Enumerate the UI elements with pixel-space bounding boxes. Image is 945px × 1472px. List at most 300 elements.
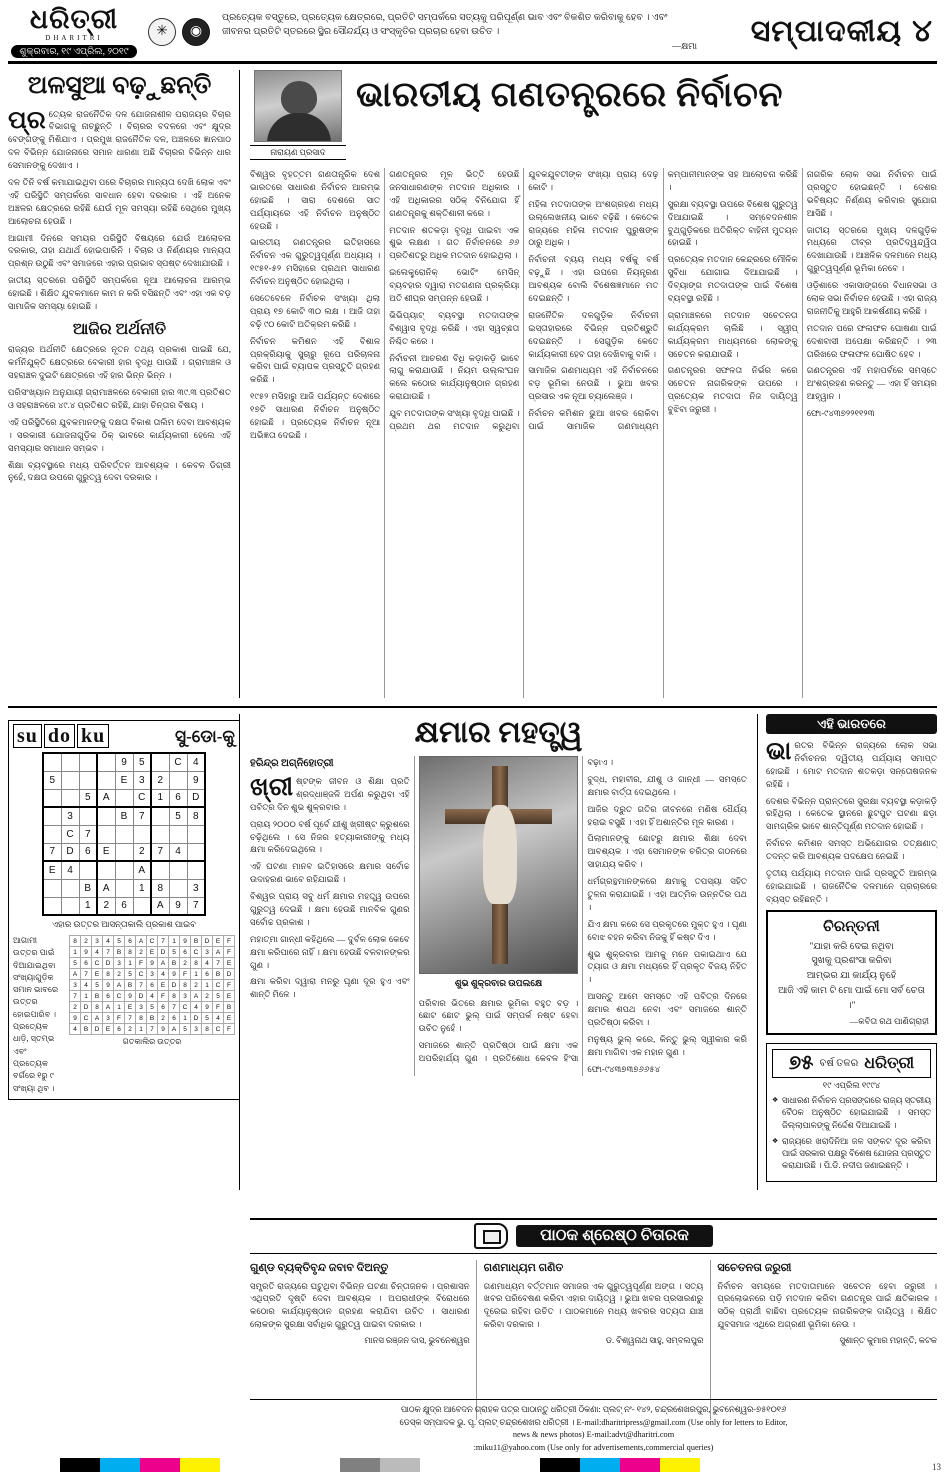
letters-section-title: ପାଠକ ଶ୍ରେଷ୍ଠ ଚିତାରକ [516,1225,713,1247]
sudoku-cell[interactable] [133,897,151,915]
sudoku-cell[interactable] [43,753,61,771]
solution-cell: 8 [169,991,180,1002]
sudoku-cell[interactable]: A [133,861,151,879]
sudoku-cell[interactable]: A [97,789,115,807]
solution-cell: 3 [202,947,213,958]
solution-cell: B [125,980,136,991]
solution-cell: 7 [136,980,147,991]
print-color-bar [0,1458,945,1472]
sudoku-cell[interactable]: 7 [187,897,205,915]
article-para: ନାଗରିକ ଲୋକ ସଭା ନିର୍ବାଚନ ପାଇଁ ପ୍ରସ୍ତୁତ ହୋଇଛନ୍ତି । ଦେଶର ଭବିଷ୍ୟତ ନିର୍ଣ୍ଣୟ କରିବାର ସୁଯୋଗ ଆସିଛି । [806,169,937,218]
today-india-para: ଦେଶର ବିଭିନ୍ନ ପ୍ରାନ୍ତରେ ସୁରକ୍ଷା ବ୍ୟବସ୍ଥା କଡ଼ାକଡ଼ି ରହିଥିଲା । କେତେକ ସ୍ଥାନରେ ଛୁଟପୁଟ ଘଟଣା ଛଡ଼ା ସାମଗ୍ରିକ ଭାବେ ଶାନ୍ତିପୂର୍ଣ୍ଣ ମତଦାନ ହୋଇଛି । [766,795,937,832]
letters-body [250,1260,937,1420]
solution-cell: 4 [147,991,158,1002]
sudoku-cell[interactable] [61,753,79,771]
sudoku-cell[interactable]: 8 [187,807,205,825]
sudoku-cell[interactable]: 8 [151,879,169,897]
sudoku-cell[interactable] [97,807,115,825]
solution-cell: 6 [158,1002,169,1013]
sudoku-cell[interactable] [43,897,61,915]
anniversary-years: ୭୫ [788,1052,814,1075]
solution-cell: D [158,947,169,958]
solution-cell: 7 [213,958,224,969]
solution-cell: 9 [147,958,158,969]
sudoku-cell[interactable] [61,771,79,789]
solution-cell: 9 [202,1002,213,1013]
sudoku-cell[interactable]: 9 [169,897,187,915]
sudoku-cell[interactable]: C [133,789,151,807]
solution-cell: D [136,991,147,1002]
solution-cell: A [136,936,147,947]
article-para: ମତଦାନ ପରେ ଫଳାଫଳ ଘୋଷଣା ପାଇଁ ଦେଶବାସୀ ଅପେକ୍ଷା କରିଛନ୍ତି । ୨୩ ତାରିଖରେ ଫଳାଫଳ ଘୋଷିତ ହେବ । [806,322,937,359]
sudoku-cell[interactable] [43,879,61,897]
article-para: ୧୯୫୨ ମସିହାରୁ ଆଜି ପର୍ଯ୍ୟନ୍ତ ଦେଶରେ ୧୭ଟି ସାଧାରଣ ନିର୍ବାଚନ ଅନୁଷ୍ଠିତ ହୋଇଛି । ପ୍ରତ୍ୟେକ ନିର୍ବାଚନ ନୂଆ ଅଭିଜ୍ଞତା ଦେଇଛି । [250,391,381,440]
solution-cell: 8 [180,980,191,991]
sudoku-cell[interactable]: E [115,771,133,789]
solution-cell: 8 [70,936,81,947]
sudoku-cell[interactable]: B [79,879,97,897]
solution-cell: 8 [103,969,114,980]
solution-cell: D [103,958,114,969]
sudoku-cell[interactable] [43,807,61,825]
sudoku-cell[interactable]: 5 [79,789,97,807]
solution-cell: 9 [81,947,92,958]
sudoku-cell[interactable]: A [97,879,115,897]
solution-cell: A [158,958,169,969]
solution-cell: 1 [125,958,136,969]
sudoku-cell[interactable] [115,843,133,861]
solution-cell: 5 [169,947,180,958]
solution-cell: E [213,936,224,947]
sudoku-cell[interactable]: C [61,825,79,843]
sudoku-panel [8,720,240,1100]
solution-cell: D [191,1013,202,1024]
wheel-icon: ✳ [148,18,176,46]
sudoku-cell[interactable] [79,771,97,789]
masthead-logo-subtext: DHARITRI [45,33,103,42]
solution-cell: B [147,1013,158,1024]
sudoku-cell[interactable]: E [97,843,115,861]
solution-cell: 4 [70,1024,81,1035]
article-para: ବିଶ୍ୱର ବୃହତ୍ତମ ଗଣତାନ୍ତ୍ରିକ ଦେଶ ଭାରତରେ ସାଧାରଣ ନିର୍ବାଚନ ଆରମ୍ଭ ହୋଇଛି । ସାରା ଦେଶରେ ସାତ ପର୍ଯ୍ୟାୟରେ ଏହି ନିର୍ବାଚନ ଅନୁଷ୍ଠିତ ହେଉଛି । [250,169,381,231]
solution-cell: E [224,958,235,969]
feature-para: ଧର୍ମଗ୍ରନ୍ଥମାନଙ୍କରେ କ୍ଷମାକୁ ତପସ୍ୟା ସହିତ ତୁଳନା କରାଯାଇଛି । ଏହା ଆତ୍ମିକ ଉନ୍ନତିର ପଥ । [587,876,747,912]
solution-cell: 6 [114,1024,125,1035]
solution-cell: A [103,1002,114,1013]
solution-cell: B [92,991,103,1002]
masthead-icons [140,6,218,57]
feature-para: ବୁଦ୍ଧ, ମହାବୀର, ଯୀଶୁ ଓ ଗାନ୍ଧୀ — ସମସ୍ତେ କ୍ଷମାର ବାର୍ତ୍ତା ଦେଇଥିଲେ । [587,773,747,797]
sudoku-cell[interactable] [61,879,79,897]
article-contact: ଫୋ-୯୪୩୭୨୨୧୧୨୩ [806,408,875,419]
solution-cell: 4 [103,936,114,947]
today-india-para: ଭାରତର ବିଭିନ୍ନ ରାଜ୍ୟରେ ଲୋକ ସଭା ନିର୍ବାଚନର ଦ୍ୱିତୀୟ ପର୍ଯ୍ୟାୟ ସମାପ୍ତ ହୋଇଛି । ମୋଟ ମତଦାନ ଶତକଡ଼ା ସନ୍ତୋଷଜନକ ରହିଛି । [766,738,937,789]
solution-cell: E [92,969,103,980]
solution-cell: 4 [191,1002,202,1013]
masthead-logo [8,3,140,57]
sudoku-cell[interactable]: 7 [151,843,169,861]
article-para: ଜାତୀୟ ସ୍ତରରେ ମୁଖ୍ୟ ଦଳଗୁଡ଼ିକ ମଧ୍ୟରେ ତୀବ୍ର ପ୍ରତିଦ୍ୱନ୍ଦ୍ୱିତା ଦେଖାଯାଉଛି । ଆଞ୍ଚଳିକ ଦଳମାନେ ମଧ୍ୟ ଗୁରୁତ୍ୱପୂର୍ଣ୍ଣ ଭୂମିକା ନେବେ । [806,224,937,274]
feature-para: ପିଲାମାନଙ୍କୁ ଛୋଟରୁ କ୍ଷମାର ଶିକ୍ଷା ଦେବା ଆବଶ୍ୟକ । ଏହା ସେମାନଙ୍କ ଚରିତ୍ର ଗଠନରେ ସାହାଯ୍ୟ କରିବ । [587,833,747,870]
sudoku-cell[interactable]: 7 [43,843,61,861]
feature-para: ଆଜିର ଦ୍ରୁତ ଗତିର ଜୀବନରେ ମଣିଷ ଧୈର୍ଯ୍ୟ ହରାଇ ବସୁଛି । ଏହା ହିଁ ଅଶାନ୍ତିର ମୂଳ କାରଣ । [587,803,747,827]
sudoku-cell[interactable]: D [187,789,205,807]
editorial-body [8,108,231,313]
solution-cell: 7 [103,947,114,958]
editorial-sub-para: ଶିକ୍ଷା ବ୍ୟବସ୍ଥାରେ ମଧ୍ୟ ପରିବର୍ତ୍ତନ ଆବଶ୍ୟକ । କେବଳ ଡିଗ୍ରୀ ନୁହେଁ, ଦକ୍ଷତା ଉପରେ ଗୁରୁତ୍ୱ ଦେବା ଦରକାର । [8,459,231,483]
sudoku-cell[interactable] [151,807,169,825]
article-para: ସୁରକ୍ଷା ବ୍ୟବସ୍ଥା ଉପରେ ବିଶେଷ ଗୁରୁତ୍ୱ ଦିଆଯାଇଛି । ସମ୍ବେଦନଶୀଳ ବୁଥ୍‌ଗୁଡ଼ିକରେ ଅତିରିକ୍ତ ବାହିନୀ ମୁତୟନ ହୋଇଛି । [667,198,798,248]
solution-cell: D [169,980,180,991]
feature-image-caption: ଶୁଭ ଶୁକ୍ରବାର ଉପଲକ୍ଷେ [454,978,543,988]
sudoku-cell[interactable]: 6 [79,843,97,861]
solution-cell: B [224,1002,235,1013]
quote-line: "ଯାହା କରି ଦେଇ ନଥିବା [809,941,894,952]
solution-cell: 1 [202,980,213,991]
letter-body: ନିର୍ବାଚନ ସମୟରେ ମତଦାତାମାନେ ସଚେତନ ହେବା ଜରୁରୀ । ପ୍ରଲୋଭନରେ ପଡ଼ି ମତଦାନ କରିବା ଗଣତନ୍ତ୍ର ପାଇଁ କ୍ଷତିକାରକ । ସଠିକ୍ ପ୍ରାର୍ଥୀ ବାଛିବା ପ୍ରତ୍ୟେକ ନାଗରିକଙ୍କ ଦାୟିତ୍ୱ । ଶିକ୍ଷିତ ଯୁବସମାଜ ଏଥିରେ ଅଗ୍ରଣୀ ଭୂମିକା ନେଉ । [717,1280,937,1330]
sudoku-cell[interactable]: A [151,897,169,915]
editorial-sub-para: ପରିସଂଖ୍ୟାନ ଅନୁଯାୟୀ ଗ୍ରାମାଞ୍ଚଳରେ ବେକାରୀ ହାର ୩୯.୩ ପ୍ରତିଶତ ଓ ସହରାଞ୍ଚଳରେ ୪୯.୪ ପ୍ରତିଶତ ରହିଛି, ଯାହା ଚିନ୍ତାର ବିଷୟ । [8,387,231,411]
solution-cell: C [180,1002,191,1013]
sudoku-cell[interactable] [187,825,205,843]
letter-signature: ସୁଶାନ୍ତ କୁମାର ମହାନ୍ତି, କଟକ [839,1336,937,1346]
sudoku-cell[interactable] [79,753,97,771]
editorial-column [8,70,240,698]
sudoku-logo [13,725,111,748]
sudoku-cell[interactable] [43,789,61,807]
solution-cell: C [213,1024,224,1035]
sudoku-cell[interactable] [61,897,79,915]
solution-cell: 9 [158,1024,169,1035]
letter-title: ଗଣମାଧ୍ୟମ ଗଣିତ [483,1262,564,1274]
solution-cell: 2 [114,969,125,980]
main-article-body [250,168,937,698]
solution-cell: B [81,1024,92,1035]
solution-cell: C [147,936,158,947]
solution-cell: 6 [125,936,136,947]
article-para: ନିର୍ବାଚନ କମିଶନ ଭୁଆ ଖବର ରୋକିବା ପାଇଁ ସାମାଜିକ ଗଣମାଧ୍ୟମ କମ୍ପାନୀମାନଙ୍କ ସହ ଆଲୋଚନା କରିଛି । [528,169,798,432]
feature-para: ମନୁଷ୍ୟ ଭୁଲ୍ କରେ, କିନ୍ତୁ ଭୁଲ୍ ସ୍ୱୀକାର କରି କ୍ଷମା ମାଗିବା ଏକ ମହାନ ଗୁଣ । [587,1033,747,1057]
sudoku-cell[interactable]: 6 [169,789,187,807]
main-article-title: ଭାରତୀୟ ଗଣତନ୍ତ୍ରରେ ନିର୍ବାଚନ [356,75,783,114]
article-para: ଗଣତନ୍ତ୍ରର ମୂଳ ଭିତ୍ତି ହେଉଛି ଜନସାଧାରଣଙ୍କ ମତଦାନ ଅଧିକାର । ଏହି ଅଧିକାରର ସଠିକ୍ ବିନିଯୋଗ ହିଁ ଗଣତନ୍ତ୍ରକୁ ଶକ୍ତିଶାଳୀ କରେ । [389,169,520,218]
sudoku-grid[interactable] [42,752,206,916]
mailbox-icon [474,1223,508,1249]
letter-body: ଗଣମାଧ୍ୟମ ବର୍ତ୍ତମାନ ସମାଜର ଏକ ଗୁରୁତ୍ୱପୂର୍ଣ୍ଣ ଅଙ୍ଗ । ସତ୍ୟ ଖବର ପରିବେଷଣ କରିବା ଏହାର ଦାୟିତ୍ୱ । ଭୁଆ ଖବର ପ୍ରସାରଣରୁ ଦୂରେଇ ରହିବା ଉଚିତ । ପାଠକମାନେ ମଧ୍ୟ ଖବରର ସତ୍ୟତା ଯାଞ୍ଚ କରିବା ଦରକାର । [483,1280,704,1330]
solution-cell: 7 [125,1013,136,1024]
solution-cell: 6 [103,991,114,1002]
letter-signature: ଡ. ବିଶ୍ୱନାଥ ସାହୁ, ସମ୍ବଲପୁର [605,1336,704,1346]
solution-cell: 1 [114,1002,125,1013]
sudoku-header [13,725,235,748]
solution-cell: 7 [81,969,92,980]
solution-cell: 8 [125,947,136,958]
sudoku-cell[interactable] [169,771,187,789]
article-para: ପ୍ରତ୍ୟେକ ମତଦାନ କେନ୍ଦ୍ରରେ ମୌଳିକ ସୁବିଧା ଯୋଗାଇ ଦିଆଯାଇଛି । ଦିବ୍ୟାଙ୍ଗ ମତଦାତାଙ୍କ ପାଇଁ ବିଶେଷ ବ୍ୟବସ୍ଥା ରହିଛି । [667,254,798,304]
sudoku-solution-caption: ଗତକାଲିର ଉତ୍ତର [122,1037,182,1046]
today-india-para: ନିର୍ବାଚନ କମିଶନ ସମସ୍ତ ଅଭିଯୋଗର ତତ୍‌କ୍ଷଣାତ୍ ତଦନ୍ତ କରି ଆବଶ୍ୟକ ପଦକ୍ଷେପ ନେଇଛି । [766,838,937,862]
anniversary-item: ❖ ସାଧାରଣ ନିର୍ବାଚନ ପ୍ରସଙ୍ଗରେ ରାଜ୍ୟ ସ୍ତରୀୟ ବୈଠକ ଅନୁଷ୍ଠିତ ହୋଇଯାଇଛି । ସମସ୍ତ ଜିଲ୍ଲାପାଳଙ୍କୁ ନିର୍ଦ୍ଦେଶ ଦିଆଯାଇଛି । [772,1095,931,1132]
sudoku-cell[interactable]: 4 [169,843,187,861]
sudoku-logo-su: su [13,724,42,748]
solution-cell: 7 [169,1002,180,1013]
solution-cell: E [158,980,169,991]
sudoku-cell[interactable]: 5 [133,753,151,771]
solution-cell: 3 [70,980,81,991]
solution-cell: A [191,991,202,1002]
solution-cell: 3 [92,936,103,947]
sudoku-solution-area [13,935,235,1095]
article-para: ଇଲେକ୍ଟ୍ରୋନିକ୍ ଭୋଟିଂ ମେସିନ୍ ବ୍ୟବହାର ଦ୍ୱାରା ମତଗଣନା ପ୍ରକ୍ରିୟା ଅତି ଶୀଘ୍ର ସମ୍ପନ୍ନ ହେଉଛି । [389,267,520,304]
solution-cell: F [224,936,235,947]
sudoku-cell[interactable]: 3 [187,879,205,897]
editorial-sub-para: ରାଜ୍ୟର ଅର୍ଥନୀତି କ୍ଷେତ୍ରରେ ନୂତନ ତଥ୍ୟ ପ୍ରକାଶ ପାଇଛି ଯେ, କର୍ମନିଯୁକ୍ତି କ୍ଷେତ୍ରରେ ବେକାରୀ ହାର ବୃଦ୍ଧି ପାଉଛି । ଗ୍ରାମାଞ୍ଚଳ ଓ ସହରାଞ୍ଚଳ ଦୁଇଟି କ୍ଷେତ୍ରରେ ଏହି ହାର ଭିନ୍ନ ଭିନ୍ନ । [8,344,231,381]
solution-cell: 5 [147,1002,158,1013]
solution-cell: F [213,1002,224,1013]
feature-para: ଶୁଭ ଶୁକ୍ରବାର ଆମକୁ ମନେ ପକାଇଥାଏ ଯେ ତ୍ୟାଗ ଓ କ୍ଷମା ମଧ୍ୟରେ ହିଁ ପ୍ରକୃତ ବିଜୟ ନିହିତ । [587,948,747,985]
solution-cell: D [224,969,235,980]
author-portrait-photo [254,70,342,142]
letter-signature: ମାନସ ରଞ୍ଜନ ଦାସ, ଭୁବନେଶ୍ୱର [364,1336,470,1346]
sudoku-cell[interactable] [169,879,187,897]
right-rail [757,714,937,1190]
anniversary-box [766,1043,937,1182]
sudoku-cell[interactable]: 4 [61,861,79,879]
editorial-para: ଆଗାମୀ ଦିନରେ ସମୟର ପରିସ୍ଥିତି ବିଷୟରେ ଯେଉଁ ଆଲୋଚନା ଦରକାର, ତାହା ଯଥାର୍ଥ ହୋଇପାରିନି । ବିଚାର ଓ ନିର୍ଣ୍ଣୟର ମାନ୍ୟତା ପ୍ରଶ୍ନ ଉଠୁଛି ଏବଂ ସମାଜରେ ଏହାର ପ୍ରଭାବ ସ୍ପଷ୍ଟ ଦେଖାଯାଉଛି । [8,232,231,269]
solution-cell: F [114,1013,125,1024]
anniversary-date: ୧୯ ଏପ୍ରିଲ ୧୯୯୪ [822,1080,881,1091]
sudoku-cell[interactable] [115,861,133,879]
article-para: ନିର୍ବାଚନୀ ବ୍ୟୟ ମଧ୍ୟ ବର୍ଷକୁ ବର୍ଷ ବଢ଼ୁଛି । ଏହା ଉପରେ ନିୟନ୍ତ୍ରଣ ଆବଶ୍ୟକ ବୋଲି ବିଶେଷଜ୍ଞମାନେ ମତ ଦେଇଛନ୍ତି । [528,254,659,304]
solution-cell: 8 [92,1002,103,1013]
sudoku-cell[interactable]: 1 [79,897,97,915]
solution-cell: A [114,980,125,991]
solution-cell: 5 [213,991,224,1002]
sudoku-cell[interactable] [169,825,187,843]
editorial-sub-para: ଏହି ପରିସ୍ଥିତିରେ ଯୁବକମାନଙ୍କୁ ଦକ୍ଷତା ବିକାଶ ତାଲିମ ଦେବା ଆବଶ୍ୟକ । ସରକାରୀ ଯୋଜନାଗୁଡ଼ିକ ଠିକ୍ ଭାବରେ କାର୍ଯ୍ୟକାରୀ ହେଲେ ଏହି ସମସ୍ୟାର ସମାଧାନ ସମ୍ଭବ । [8,416,231,453]
footer-line: ପାଠକ କ୍ଷୁଦ୍ର ଆବେଦନ ଗ୍ରାହକ ପତ୍ର ପାଠାନ୍ତୁ ଧରିତ୍ରୀ ଠିକଣା: ପ୍ଲଟ୍ ନଂ- ୧୪୨, ଚନ୍ଦ୍ରଶେଖରପୁର, ଭୁବନେଶ୍ୱର-୭୫୧୦୧୬ [400,1405,787,1415]
footer-line: ଡେସ୍କ ସମ୍ପାଦକ ଭୁ. ପୃ. ପ୍ଲଟ୍ ଚନ୍ଦ୍ରଶେଖର ଧରିତ୍ରୀ । E-mail:dharitripress@gmail.com (Use only for letters to Editor, [399,1417,788,1427]
solution-cell: 2 [180,958,191,969]
sudoku-cell[interactable]: D [61,843,79,861]
article-para: ସେତେବେଳେ ନିର୍ବାଚକ ସଂଖ୍ୟା ଥିଲା ପ୍ରାୟ ୧୭ କୋଟି ୩୦ ଲକ୍ଷ । ଆଜି ତାହା ବଢ଼ି ୯୦ କୋଟି ଅତିକ୍ରମ କରିଛି । [250,293,381,329]
sudoku-cell[interactable]: 1 [133,879,151,897]
sudoku-cell[interactable] [97,753,115,771]
quote-line: ସୁଖକୁ ପ୍ରଶଂସା କରିବା [811,956,892,967]
solution-cell: C [92,958,103,969]
christ-figure [483,805,518,904]
solution-cell: 9 [70,1013,81,1024]
editorial-subheading: ଆଜିର ଅର୍ଥନୀତି [72,320,167,338]
solution-cell: 1 [136,1024,147,1035]
solution-cell: 3 [114,958,125,969]
sudoku-column [8,714,240,1190]
masthead [8,3,937,64]
article-para: ନିର୍ବାଚନ କମିଶନ ଏହି ବିଶାଳ ପ୍ରକ୍ରିୟାକୁ ସୁଚାରୁ ରୂପେ ପରିଚାଳନା କରିବା ପାଇଁ ବ୍ୟାପକ ପ୍ରସ୍ତୁତି ଗ୍ରହଣ କରିଛି । [250,335,381,385]
article-para: ଗ୍ରାମାଞ୍ଚଳରେ ମତଦାନ ସଚେତନତା କାର୍ଯ୍ୟକ୍ରମ ଚାଲିଛି । ସ୍ୱୀପ୍ କାର୍ଯ୍ୟକ୍ରମ ମାଧ୍ୟମରେ ଲୋକଙ୍କୁ ସଚେତନ କରାଯାଉଛି । [667,309,798,359]
editorial-title: ଅଳସୁଆ ବଢ଼ୁଛନ୍ତି [27,72,212,99]
sudoku-cell[interactable] [79,861,97,879]
solution-cell: B [169,958,180,969]
solution-cell: 2 [191,980,202,991]
sudoku-cell[interactable] [169,861,187,879]
sudoku-cell[interactable]: C [169,753,187,771]
solution-cell: A [213,947,224,958]
solution-cell: 5 [180,1024,191,1035]
sudoku-cell[interactable]: 6 [115,897,133,915]
article-para: ଗଣତନ୍ତ୍ରର ଏହି ମହାପର୍ବରେ ସମସ୍ତେ ଅଂଶଗ୍ରହଣ କରନ୍ତୁ — ଏହା ହିଁ ସମୟର ଆହ୍ୱାନ । [806,365,937,402]
article-para: ମତଦାନ ଶତକଡ଼ା ବୃଦ୍ଧି ପାଇବା ଏକ ଶୁଭ ଲକ୍ଷଣ । ଗତ ନିର୍ବାଚନରେ ୬୬ ପ୍ରତିଶତରୁ ଅଧିକ ମତଦାନ ହୋଇଥିଲା । [389,224,520,261]
section-title-text: ସମ୍ପାଦକୀୟ [750,14,903,48]
sudoku-logo-ku: ku [77,724,109,748]
solution-cell: 9 [103,980,114,991]
sudoku-cell[interactable] [187,843,205,861]
feature-para: ପ୍ରାୟ ୨୦୦୦ ବର୍ଷ ପୂର୍ବେ ଯୀଶୁ ଖ୍ରୀଷ୍ଟ କ୍ରୁଶରେ ଚଢ଼ିଥିଲେ । ସେ ନିଜର ହତ୍ୟାକାରୀଙ୍କୁ ମଧ୍ୟ କ୍ଷମା କରିଦେଇଥିଲେ । [250,818,410,855]
solution-cell: F [158,991,169,1002]
sudoku-cell[interactable] [43,825,61,843]
sudoku-cell[interactable]: 3 [133,771,151,789]
sudoku-cell[interactable]: 2 [97,897,115,915]
solution-cell: 7 [147,1024,158,1035]
article-para: ରାଜନୈତିକ ଦଳଗୁଡ଼ିକ ନିର୍ବାଚନୀ ଇସ୍ତାହାରରେ ବିଭିନ୍ନ ପ୍ରତିଶ୍ରୁତି ଦେଇଛନ୍ତି । ସେଗୁଡ଼ିକ କେତେ କାର୍ଯ୍ୟକାରୀ ହେବ ତାହା ଦେଖିବାକୁ ବାକି । [528,309,659,359]
sudoku-cell[interactable]: 9 [115,753,133,771]
solution-cell: 3 [180,991,191,1002]
sudoku-cell[interactable] [151,825,169,843]
masthead-blurb [218,6,707,57]
solution-cell: 3 [191,1024,202,1035]
solution-cell: 4 [213,1013,224,1024]
solution-cell: C [191,947,202,958]
sudoku-cell[interactable]: 7 [79,825,97,843]
sudoku-cell[interactable]: 4 [187,753,205,771]
anniversary-item: ❖ ରାଜ୍ୟରେ ଖରାଦିନିଆ ଜଳ ସଙ୍କଟ ଦୂର କରିବା ପାଇଁ ସରକାର ପକ୍ଷରୁ ବିଶେଷ ଯୋଜନା ପ୍ରସ୍ତୁତ କରାଯାଉଛି । ପି.ଡି. ନଦୀପ ଜଣାଇଛନ୍ତି । [772,1136,931,1173]
sudoku-caption: ଏହାର ଉତ୍ତର ଆସନ୍ତାକାଲି ପ୍ରକାଶ ପାଇବ [52,919,196,929]
sudoku-cell[interactable]: 3 [61,807,79,825]
sudoku-cell[interactable] [97,861,115,879]
sudoku-cell[interactable]: 7 [133,807,151,825]
letter-body: ସମ୍ପ୍ରତି ରାଜ୍ୟରେ ଘଟୁଥିବା ବିଭିନ୍ନ ଘଟଣା ଚିନ୍ତାଜନକ । ପ୍ରଶାସନ ଏଥିପ୍ରତି ଦୃଷ୍ଟି ଦେବା ଆବଶ୍ୟକ । ଅପରାଧୀଙ୍କ ବିରୋଧରେ କଠୋର କାର୍ଯ୍ୟାନୁଷ୍ଠାନ ଗ୍ରହଣ କରାଯିବା ଉଚିତ । ସାଧାରଣ ଲୋକଙ୍କ ସୁରକ୍ଷା ସର୍ବାଧିକ ଗୁରୁତ୍ୱ ପାଇବା ଦରକାର । [250,1280,470,1330]
masthead-logo-text: ଧରିତ୍ରୀ [29,3,119,34]
feature-byline: ହରିନ୍ଦ୍ର ଅଗ୍ନିହୋତ୍ରୀ [250,758,334,769]
feature-para: ଖ୍ରୀଷ୍ଟଙ୍କ ଜୀବନ ଓ ଶିକ୍ଷା ପ୍ରତି ଶ୍ରଦ୍ଧାଞ୍ଜଳି ଅର୍ପଣ କରୁଥିବା ଏହି ପବିତ୍ର ଦିନ ଶୁଭ ଶୁକ୍ରବାର । [250,774,410,812]
feature-article [240,714,757,1190]
feature-para: ମହାତ୍ମା ଗାନ୍ଧୀ କହିଥିଲେ — ଦୁର୍ବଳ ଲୋକ କେବେ କ୍ଷମା କରିପାରେ ନାହିଁ । କ୍ଷମା ହେଉଛି ବଳବାନଙ୍କର ଗୁଣ । [250,933,410,970]
sudoku-logo-odia: ସୁ-ଡୋ-କୁ [175,726,235,746]
solution-cell: 1 [70,947,81,958]
solution-cell: 9 [125,991,136,1002]
masthead-blurb-text: ପ୍ରତ୍ୟେକ ବସ୍ତୁରେ, ପ୍ରତ୍ୟେକ କ୍ଷେତ୍ରରେ, ପ୍ରତିଟି ସମ୍ପର୍କରେ ସତ୍ୟକୁ ପରିପୂର୍ଣ୍ଣ ଭାବ ଏବଂ ବିକଶିତ କରିବାକୁ ହେବ । ଏବଂ ଜୀବନର ପ୍ରତିଟି ସ୍ତରରେ ସ୍ଥିର ସୌନ୍ଦର୍ଯ୍ୟ ଓ ସଂସ୍କୃତିର ପ୍ରଚାର ହେବା ଉଚିତ । [222,13,668,37]
feature-para: କ୍ଷମା କରିବା ଦ୍ୱାରା ମନରୁ ଘୃଣା ଦୂର ହୁଏ ଏବଂ ଶାନ୍ତି ମିଳେ । [250,976,410,1000]
masthead-date: ଶୁକ୍ରବାର, ୧୯ ଏପ୍ରିଲ, ୨୦୧୯ [11,45,136,58]
sudoku-cell[interactable]: 2 [151,771,169,789]
letter-title: ଗୁଣ୍ଡ ବ୍ୟକ୍ତିବୃନ୍ଦ ଜବାବ ଦିଅନ୍ତୁ [250,1262,389,1274]
article-para: ଓଡ଼ିଶାରେ ଏକାସାଙ୍ଗରେ ବିଧାନସଭା ଓ ଲୋକ ସଭା ନିର୍ବାଚନ ହେଉଛି । ଏହା ରାଜ୍ୟ ରାଜନୀତିକୁ ଆହୁରି ଆକର୍ଷଣୀୟ କରିଛି । [806,280,937,316]
sudoku-cell[interactable] [115,879,133,897]
article-para: ମହିଳା ମତଦାତାଙ୍କ ଅଂଶଗ୍ରହଣ ମଧ୍ୟ ଉଲ୍ଲେଖନୀୟ ଭାବେ ବଢ଼ିଛି । କେତେକ ରାଜ୍ୟରେ ମହିଳା ମତଦାନ ପୁରୁଷଙ୍କ ଠାରୁ ଅଧିକ । [528,198,659,248]
solution-cell: 2 [202,991,213,1002]
solution-cell: 6 [169,1013,180,1024]
letters-header [250,1218,937,1254]
sudoku-cell[interactable] [133,825,151,843]
solution-cell: 2 [70,1002,81,1013]
quote-line: ଆମ୍ଭର ଯା କାର୍ଯ୍ୟ ନୁହେଁ [806,971,897,982]
solution-cell: A [70,969,81,980]
solution-cell: 5 [125,969,136,980]
sudoku-cell[interactable] [115,825,133,843]
author-name: ନାରାୟଣ ପ୍ରସାଦ [250,145,346,160]
article-para: ଭିଭିପ୍ୟାଟ୍ ବ୍ୟବସ୍ଥା ମତଦାତାଙ୍କ ବିଶ୍ୱାସ ବୃଦ୍ଧି କରିଛି । ଏହା ସ୍ୱଚ୍ଛତା ନିଶ୍ଚିତ କରେ । [389,309,520,346]
sudoku-cell[interactable] [187,861,205,879]
sudoku-cell[interactable] [151,861,169,879]
sudoku-cell[interactable]: 1 [151,789,169,807]
solution-cell: C [114,991,125,1002]
solution-cell: 4 [81,980,92,991]
sudoku-cell[interactable]: B [115,807,133,825]
solution-cell: D [92,1024,103,1035]
article-para: ଭାରତୀୟ ଗଣତନ୍ତ୍ରର ଇତିହାସରେ ନିର୍ବାଚନ ଏକ ଗୁରୁତ୍ୱପୂର୍ଣ୍ଣ ଅଧ୍ୟାୟ । ୧୯୫୧-୫୨ ମସିହାରେ ପ୍ରଥମ ସାଧାରଣ ନିର୍ବାଚନ ଅନୁଷ୍ଠିତ ହୋଇଥିଲା । [250,237,381,287]
top-section [8,70,937,698]
feature-title: କ୍ଷମାର ମହତ୍ତ୍ୱ [414,716,583,749]
author-box [250,70,346,160]
sudoku-cell[interactable] [61,789,79,807]
solution-cell: 3 [136,1002,147,1013]
sudoku-cell[interactable]: 5 [169,807,187,825]
page-footer [250,1399,937,1454]
feature-body [250,756,747,1076]
solution-cell: F [136,958,147,969]
sudoku-cell[interactable] [115,789,133,807]
sudoku-cell[interactable] [79,807,97,825]
feature-para: ସମାଜରେ ଶାନ୍ତି ପ୍ରତିଷ୍ଠା ପାଇଁ କ୍ଷମା ଏକ ଅପରିହାର୍ଯ୍ୟ ଗୁଣ । ପ୍ରତିଶୋଧ କେବଳ ହିଂସା ବଢ଼ାଏ । [418,757,614,1064]
sudoku-solution-grid [69,935,235,1035]
solution-cell: 5 [114,936,125,947]
sudoku-cell[interactable] [97,771,115,789]
sudoku-cell[interactable] [97,825,115,843]
solution-cell: 6 [180,947,191,958]
feature-para: ବିଶ୍ୱର ପ୍ରାୟ ସବୁ ଧର୍ମ କ୍ଷମାର ମହତ୍ତ୍ୱ ଉପରେ ଗୁରୁତ୍ୱ ଦେଇଛି । କ୍ଷମା ହେଉଛି ମାନବିକ ଗୁଣର ସର୍ବୋଚ୍ଚ ପ୍ରକାଶ । [250,891,410,927]
middle-section [8,706,937,1190]
section-title [707,6,937,57]
solution-cell: 2 [81,936,92,947]
feature-para: ପରିବାର ଭିତରେ କ୍ଷମାର ଭୂମିକା ବହୁତ ବଡ଼ । ଛୋଟ ଛୋଟ ଭୁଲ୍ ପାଇଁ ସମ୍ପର୍କ ନଷ୍ଟ ହେବା ଉଚିତ ନୁହେଁ । [418,997,579,1034]
sudoku-cell[interactable]: 9 [187,771,205,789]
feature-para: ଏହି ଘଟଣା ମାନବ ଇତିହାସରେ କ୍ଷମାର ସର୍ବୋଚ୍ଚ ଉଦାହରଣ ଭାବେ ରହିଯାଇଛି । [250,861,410,885]
solution-cell: B [191,936,202,947]
solution-cell: 4 [202,958,213,969]
article-para: ଗଣତନ୍ତ୍ରର ସଫଳତା ନିର୍ଭର କରେ ସଚେତନ ନାଗରିକଙ୍କ ଉପରେ । ପ୍ରତ୍ୟେକ ମତଦାତା ନିଜ ଦାୟିତ୍ୱ ବୁଝିବା ଜରୁରୀ । [667,365,798,415]
footer-line: :miku11@yahoo.com (Use only for advertisements,commercial queries) [473,1442,714,1452]
solution-cell: 2 [136,947,147,958]
sudoku-logo-do: do [44,724,75,748]
solution-cell: F [224,980,235,991]
solution-cell: 5 [70,958,81,969]
sudoku-cell[interactable]: 5 [43,771,61,789]
sudoku-solution-note: ଆଗାମୀ ଉତ୍ତର ପାଇଁ ଦିଆଯାଇଥିବା ସଂଖ୍ୟାଗୁଡ଼ିକ ସମାନ ଭାବରେ ଉତ୍ତର ହୋଇପାରିବ । ପ୍ରତ୍ୟେକ ଧାଡ଼ି, ସ୍ତମ୍ଭ ଏବଂ ପ୍ରତ୍ୟେକ ବର୍ଗରେ ୧ରୁ ୯ ସଂଖ୍ୟା ଥିବ । [13,936,59,1093]
sudoku-cell[interactable] [151,753,169,771]
solution-cell: 1 [81,991,92,1002]
solution-cell: 6 [147,980,158,991]
solution-cell: D [202,936,213,947]
solution-cell: 2 [125,1024,136,1035]
masthead-blurb-sign: —କ୍ଷମା [671,40,697,51]
solution-cell: 4 [92,947,103,958]
feature-contact: ଫୋ-୯୪୩୭୩୭୬୬୫୪ [587,1063,661,1074]
sudoku-cell[interactable]: 2 [133,843,151,861]
solution-cell: E [224,991,235,1002]
solution-cell: 1 [169,936,180,947]
solution-cell: B [114,947,125,958]
sudoku-cell[interactable]: E [43,861,61,879]
